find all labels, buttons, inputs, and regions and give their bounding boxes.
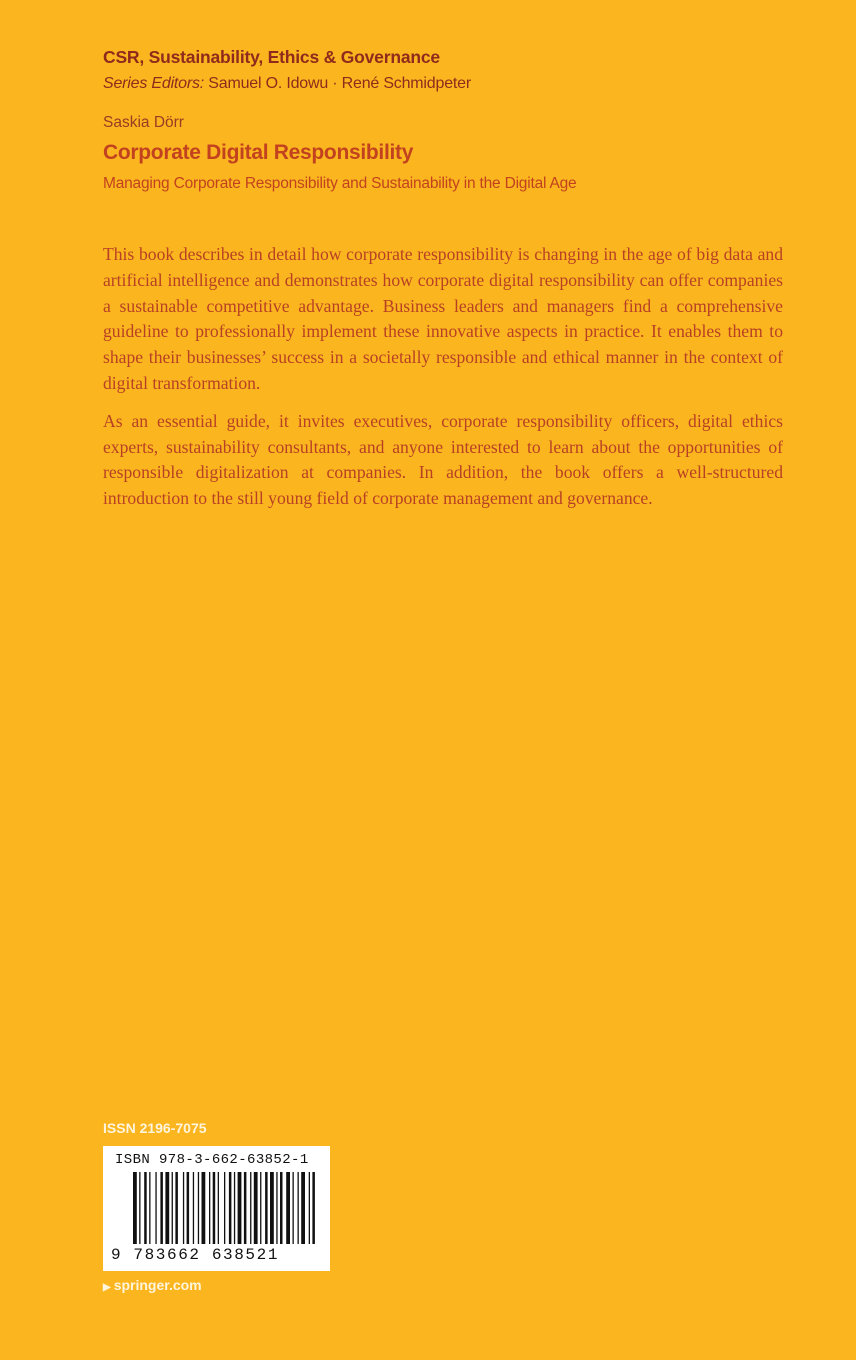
author-name: Saskia Dörr [103,114,184,131]
barcode-digits: 9 783662 638521 [111,1246,280,1264]
series-editors-label: Series Editors: [103,75,205,92]
description-paragraph: As an essential guide, it invites executives, corporate responsibility officers, digital ethics experts, sustainability consultants, and anyone interested to learn about the opportunities of responsible digitalization at companies. In addition, the book offers a well-structured introduction to the still young field of corporate management and governance. [103,410,783,509]
barcode-bars-icon [103,1172,330,1248]
issn-number: ISSN 2196-7075 [103,1120,207,1136]
isbn-barcode [103,1146,330,1271]
book-subtitle: Managing Corporate Responsibility and Sustainability in the Digital Age [103,175,577,192]
book-description [103,242,783,524]
triangle-right-icon: ▶ [103,1282,111,1293]
book-title: Corporate Digital Responsibility [103,141,414,164]
publisher-link-label: springer.com [113,1277,202,1293]
isbn-text: ISBN 978-3-662-63852-1 [115,1152,309,1168]
description-paragraph: This book describes in detail how corporate responsibility is changing in the age of big data and artificial intelligence and demonstrates how corporate digital responsibility can offer companies a sustainable competitive advantage. Business leaders and managers find a comprehensive guideline to professionally implement these innovative aspects in practice. It enables them to shape their businesses’ success in a societally responsible and ethical manner in the context of digital transformation. [103,244,783,393]
series-editors [103,75,471,93]
publisher-link[interactable] [103,1277,202,1293]
series-title: CSR, Sustainability, Ethics & Governance [103,47,440,67]
series-editors-names: Samuel O. Idowu · René Schmidpeter [208,75,471,92]
